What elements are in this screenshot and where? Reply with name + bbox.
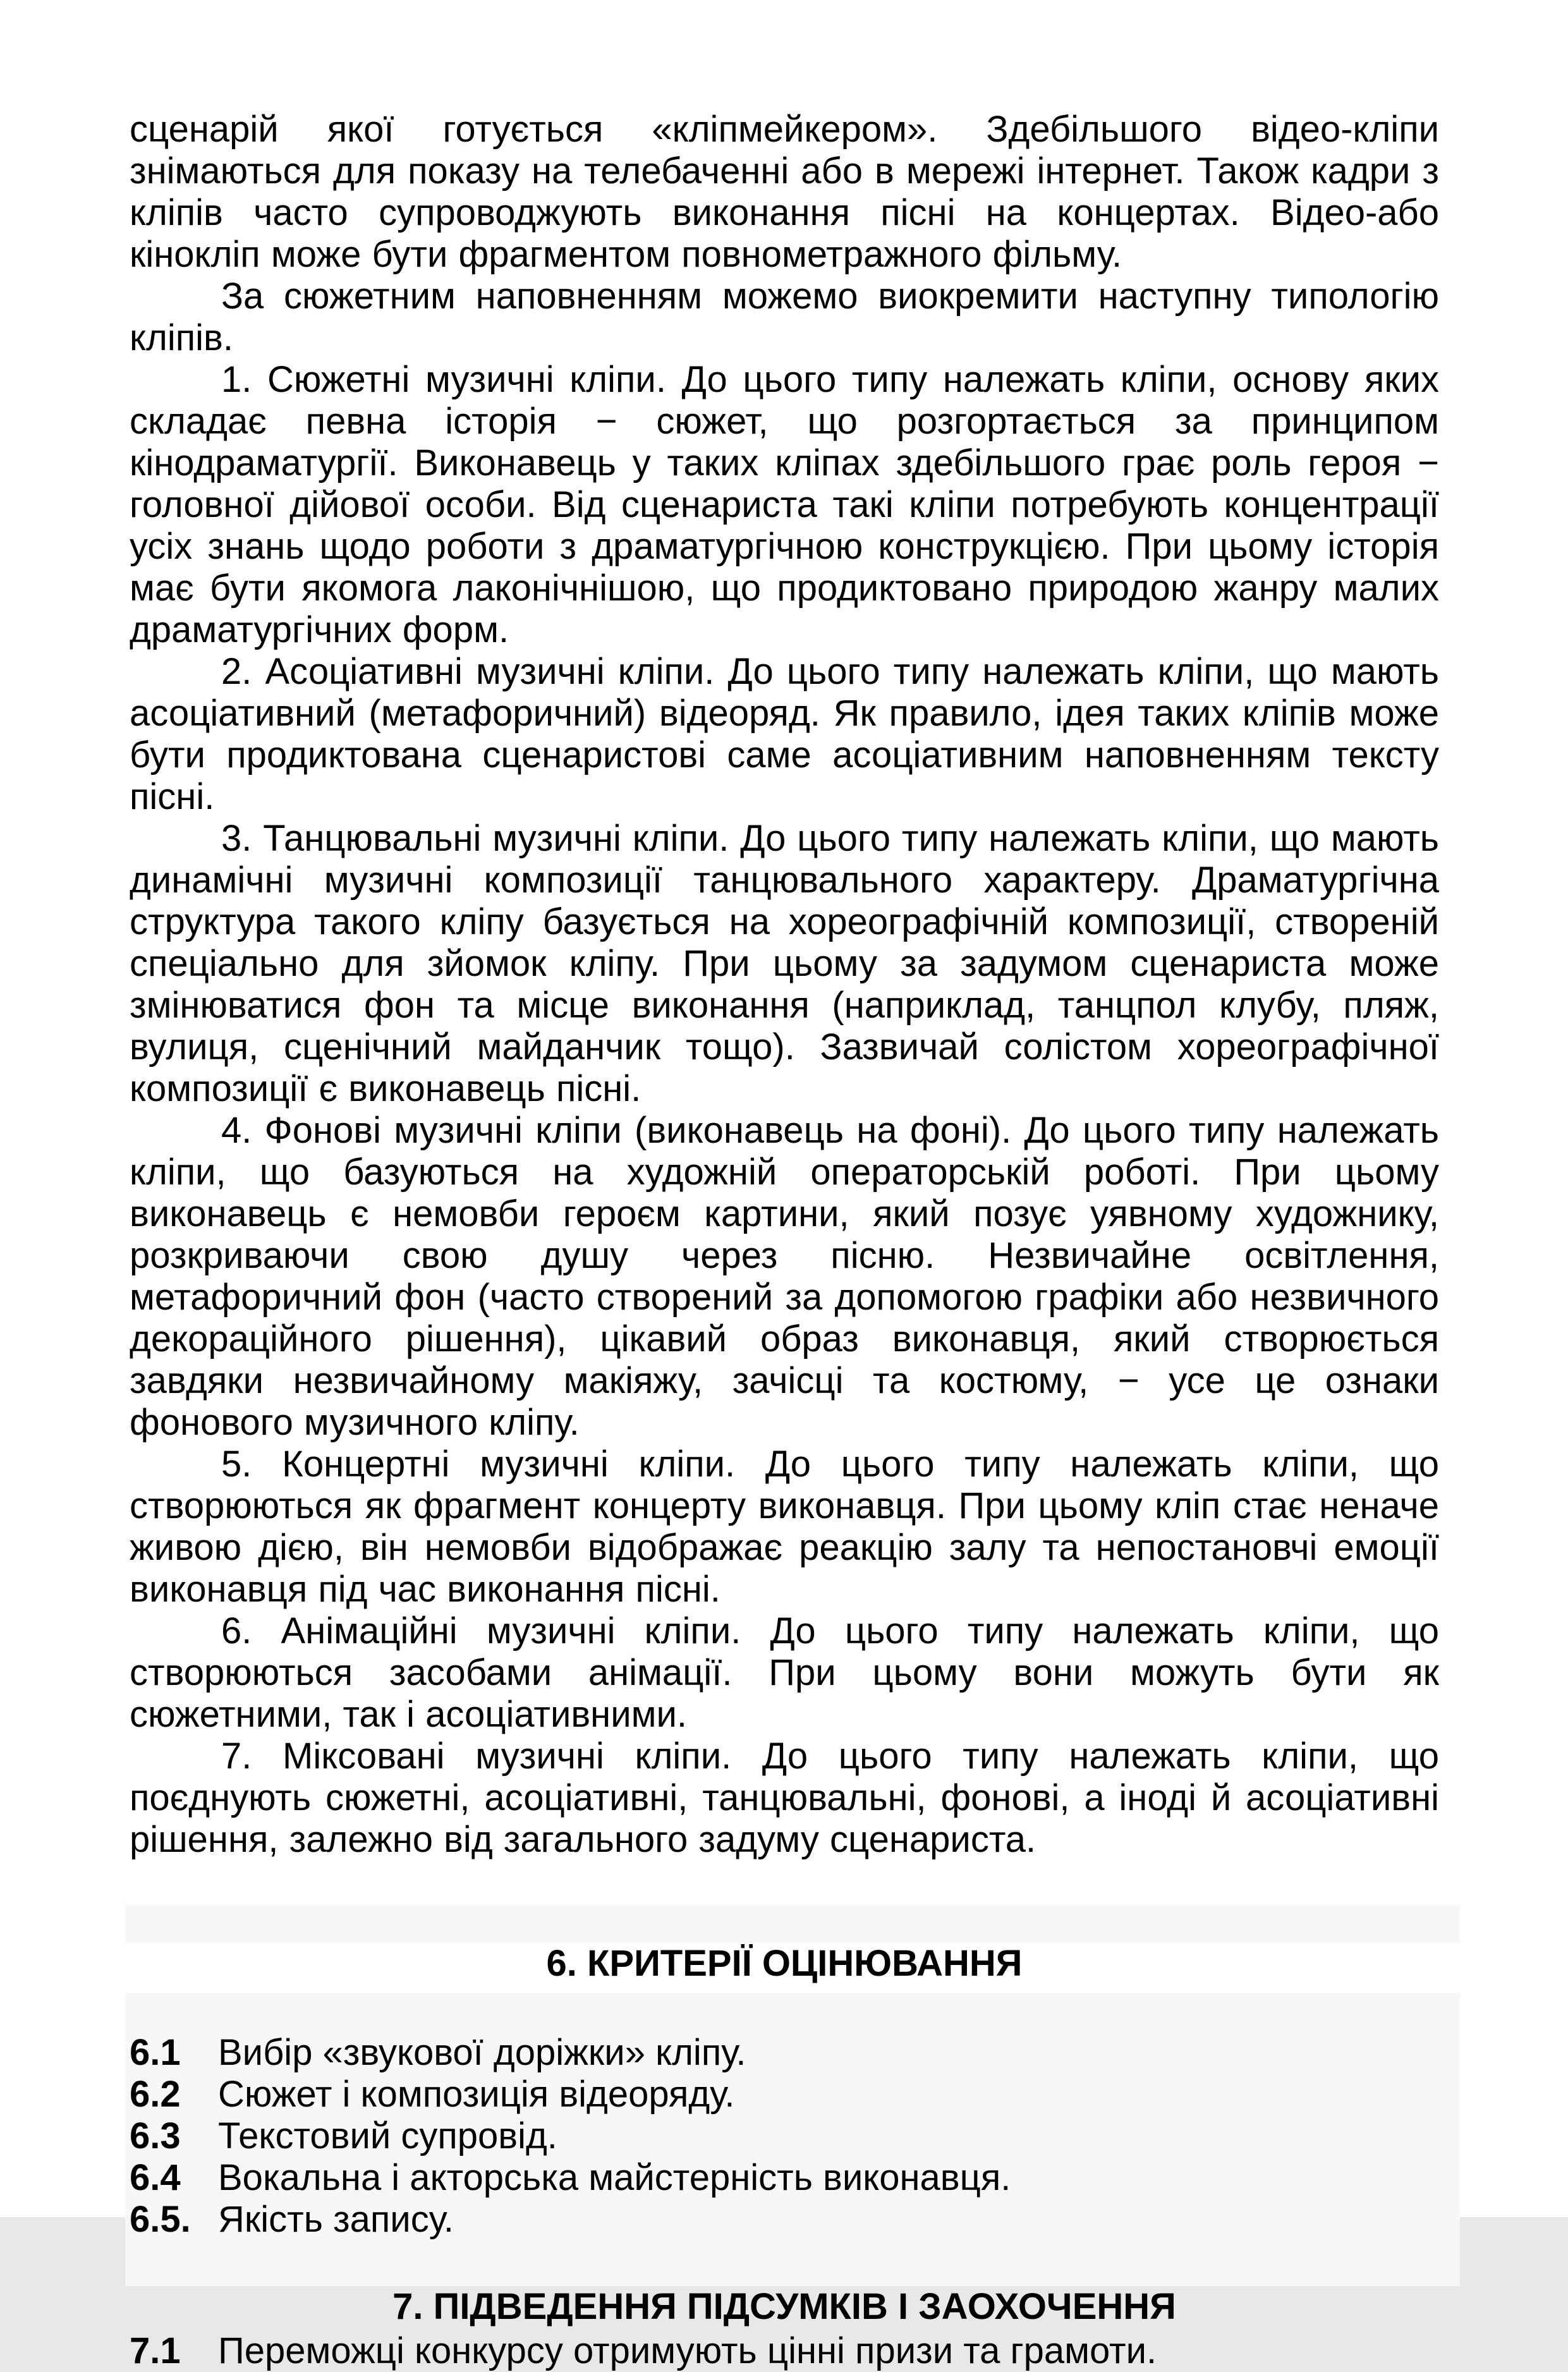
criteria-item-6-2 (130, 2074, 1439, 2115)
section-6-heading: 6. КРИТЕРІЇ ОЦІНЮВАННЯ (546, 1943, 1023, 1984)
body-paragraph-1: сценарій якої готується «кліпмейкером». Здебільшого відео-кліпи знімаються для показу на телебаченні або в мережі інтернет. Також кадри з кліпів часто супроводжують виконання пісні на концертах. Відео-або кінокліп може бути фрагментом повнометражного фільму. (130, 109, 1439, 275)
body-paragraph-4-clip-type-2: 2. Асоціативні музичні кліпи. До цього типу належать кліпи, що мають асоціативний (метафоричний) відеоряд. Як правило, ідея таких кліпів може бути продиктована сценаристові саме асоціативним наповненням тексту пісні. (130, 651, 1439, 817)
item-text: Переможці конкурсу отримують цінні призи та грамоти. (218, 2330, 1157, 2371)
section-7-heading: 7. ПІДВЕДЕННЯ ПІДСУМКІВ І ЗАОХОЧЕННЯ (392, 2286, 1176, 2327)
body-paragraph-6-clip-type-4: 4. Фонові музичні кліпи (виконавець на фоні). До цього типу належать кліпи, що базуються на художній операторській роботі. При цьому виконавець є немовби героєм картини, який позує уявному художнику, розкриваючи свою душу через пісню. Незвичайне освітлення, метафоричний фон (часто створений за допомогою графіки або незвичного декораційного рішення), цікавий образ виконавця, який створюється завдяки незвичайному макіяжу, зачісці та костюму, − усе це ознаки фонового музичного кліпу. (130, 1110, 1439, 1443)
item-number: 6.2 (130, 2074, 181, 2115)
item-text: Текстовий супровід. (218, 2115, 557, 2156)
body-paragraph-9-clip-type-7: 7. Міксовані музичні кліпи. До цього типу належать кліпи, що поєднують сюжетні, асоціативні, танцювальні, фонові, а іноді й асоціативні рішення, залежно від загального задуму сценариста. (130, 1736, 1439, 1860)
body-paragraph-2: За сюжетним наповненням можемо виокремити наступну типологію кліпів. (130, 276, 1439, 358)
highlight-band-empty (125, 1905, 1460, 1943)
item-number: 6.5. (130, 2199, 191, 2240)
body-paragraph-7-clip-type-5: 5. Концертні музичні кліпи. До цього типу належать кліпи, що створюються як фрагмент концерту виконавця. При цьому кліп стає неначе живою дією, він немовби відображає реакцію залу та непостановчі емоції виконавця під час виконання пісні. (130, 1444, 1439, 1610)
criteria-list (125, 1993, 1460, 2286)
criteria-item-6-1 (130, 2032, 1439, 2074)
item-number: 6.3 (130, 2115, 181, 2156)
criteria-item-6-3 (130, 2115, 1439, 2157)
results-item-7-1 (130, 2330, 1439, 2372)
item-text: Сюжет і композиція відеоряду. (218, 2074, 735, 2115)
item-text: Вокальна і акторська майстерність виконавця. (218, 2157, 1011, 2198)
criteria-item-6-5 (130, 2199, 1439, 2241)
criteria-item-6-4 (130, 2157, 1439, 2199)
item-number: 7.1 (130, 2330, 181, 2371)
body-paragraph-3-clip-type-1: 1. Сюжетні музичні кліпи. До цього типу належать кліпи, основу яких складає певна історія − сюжет, що розгортається за принципом кінодраматургії. Виконавець у таких кліпах здебільшого грає роль героя − головної дійової особи. Від сценариста такі кліпи потребують концентрації усіх знань щодо роботи з драматургічною конструкцією. При цьому історія має бути якомога лаконічнішою, що продиктовано природою жанру малих драматургічних форм. (130, 359, 1439, 650)
item-text: Якість запису. (218, 2199, 454, 2240)
item-number: 6.1 (130, 2032, 181, 2073)
item-number: 6.4 (130, 2157, 181, 2198)
body-paragraph-8-clip-type-6: 6. Анімаційні музичні кліпи. До цього типу належать кліпи, що створюються засобами анімації. При цьому вони можуть бути як сюжетними, так і асоціативними. (130, 1610, 1439, 1735)
body-paragraph-5-clip-type-3: 3. Танцювальні музичні кліпи. До цього типу належать кліпи, що мають динамічні музичні композиції танцювального характеру. Драматургічна структура такого кліпу базується на хореографічній композиції, створеній спеціально для зйомок кліпу. При цьому за задумом сценариста може змінюватися фон та місце виконання (наприклад, танцпол клубу, пляж, вулиця, сценічний майданчик тощо). Зазвичай солістом хореографічної композиції є виконавець пісні. (130, 818, 1439, 1109)
item-text: Вибір «звукової доріжки» кліпу. (218, 2032, 746, 2073)
